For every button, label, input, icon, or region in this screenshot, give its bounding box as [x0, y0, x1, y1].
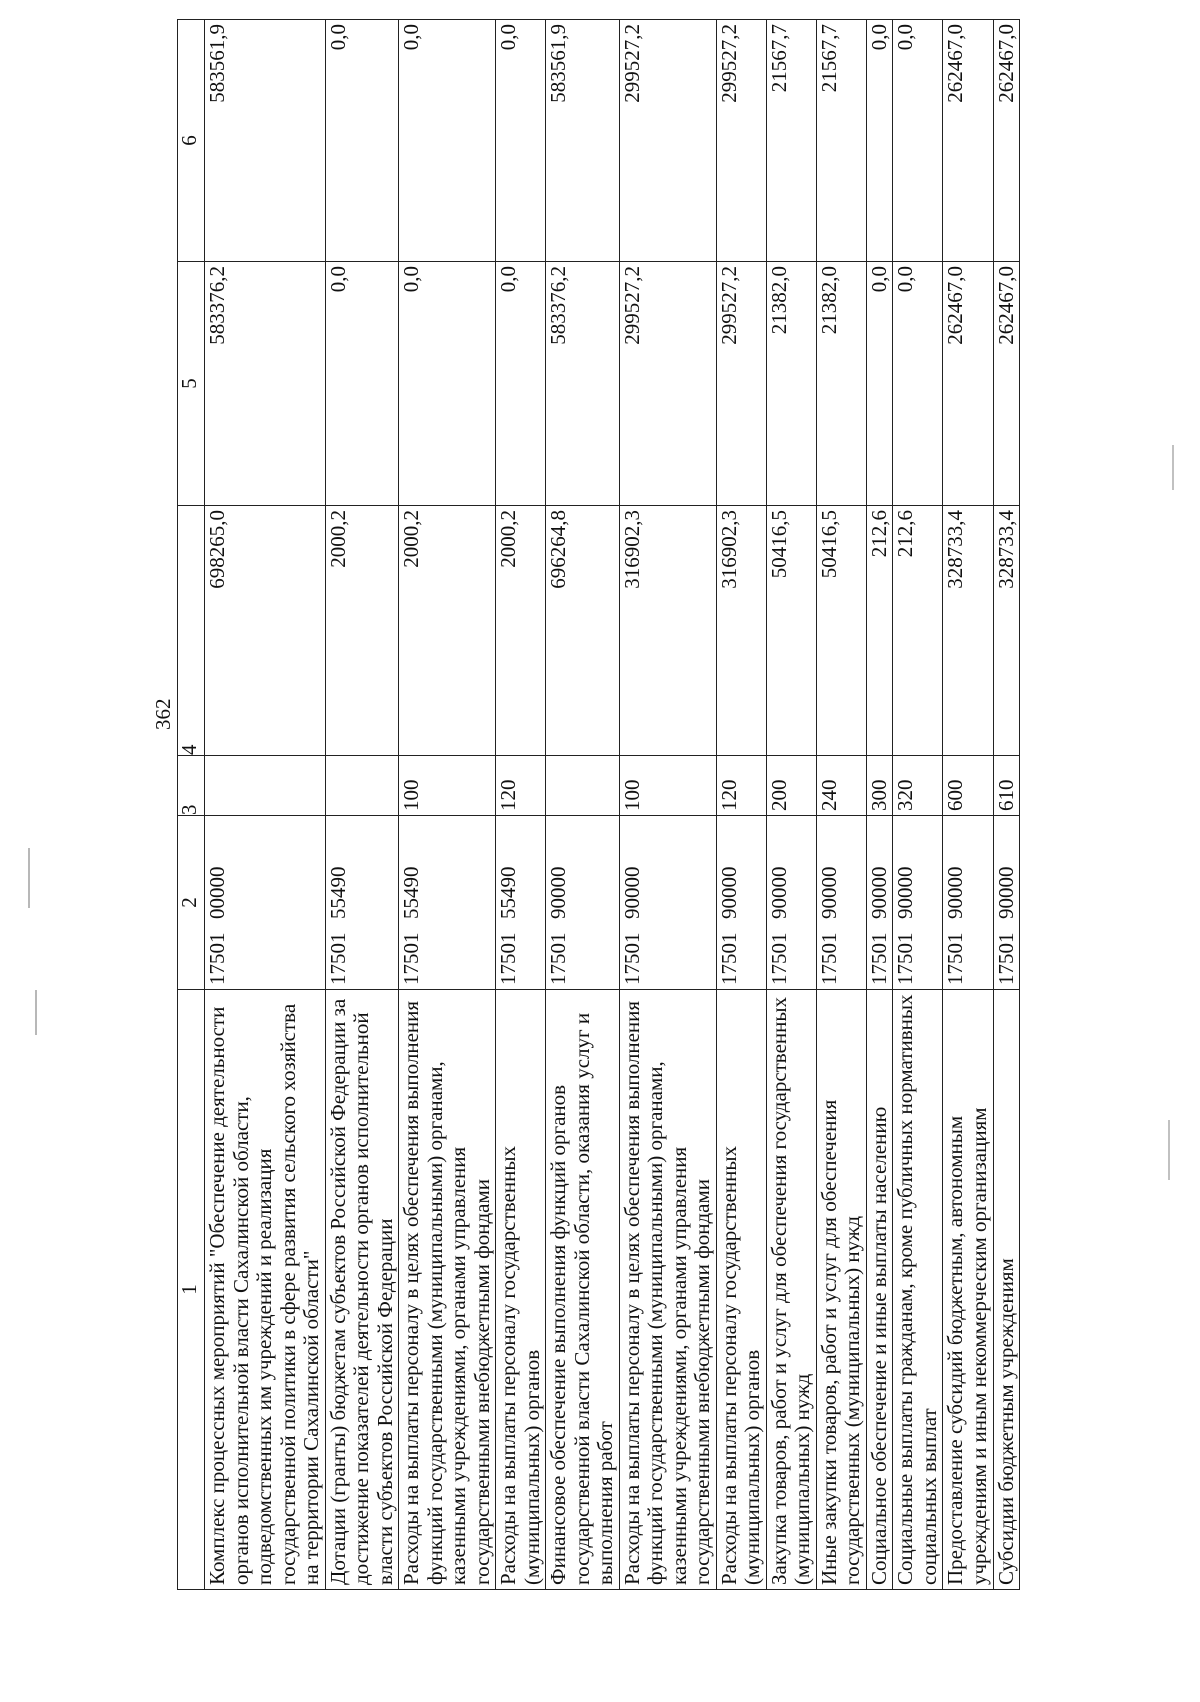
- row-code-program: 17501: [716, 932, 741, 985]
- row-value-col4: 2000,2: [496, 506, 546, 756]
- row-value-col5: 262467,0: [993, 262, 1020, 506]
- row-value-col6: 583561,9: [546, 20, 620, 262]
- row-value-col5: 262467,0: [943, 262, 993, 506]
- row-value-col4: 328733,4: [943, 506, 993, 756]
- row-expense-type: [325, 756, 399, 816]
- row-value-col6: 21567,7: [816, 20, 866, 262]
- header-col-4: 4: [178, 506, 205, 756]
- row-code: [716, 816, 766, 990]
- row-code-direction: 90000: [993, 866, 1018, 919]
- row-code-program: 17501: [619, 932, 644, 985]
- budget-table: [177, 19, 1020, 1590]
- scan-artifact: [28, 848, 30, 908]
- row-name: Социальные выплаты гражданам, кроме публичных нормативных социальных выплат: [893, 990, 943, 1590]
- table-row: [546, 20, 620, 1590]
- row-value-col6: 262467,0: [943, 20, 993, 262]
- table-row: [496, 20, 546, 1590]
- row-expense-type: 100: [619, 756, 716, 816]
- row-value-col5: 299527,2: [716, 262, 766, 506]
- row-code: [943, 816, 993, 990]
- row-value-col4: 2000,2: [399, 506, 496, 756]
- row-code-program: 17501: [943, 932, 968, 985]
- row-code-direction: 00000: [205, 866, 229, 919]
- row-value-col6: 21567,7: [766, 20, 816, 262]
- row-value-col5: 583376,2: [546, 262, 620, 506]
- row-code: [496, 816, 546, 990]
- row-value-col4: 212,6: [893, 506, 943, 756]
- row-value-col5: 0,0: [325, 262, 399, 506]
- header-col-6: 6: [178, 20, 205, 262]
- table-row: [766, 20, 816, 1590]
- row-expense-type: [205, 756, 326, 816]
- table-row: [619, 20, 716, 1590]
- row-value-col4: 316902,3: [716, 506, 766, 756]
- row-name: Финансовое обеспечение выполнения функций органов государственной власти Сахалинской области, оказания услуг и выполнения работ: [546, 990, 620, 1590]
- row-value-col4: 2000,2: [325, 506, 399, 756]
- row-code-direction: 90000: [943, 866, 968, 919]
- row-value-col4: 316902,3: [619, 506, 716, 756]
- row-value-col6: 299527,2: [619, 20, 716, 262]
- row-value-col5: 299527,2: [619, 262, 716, 506]
- header-col-5: 5: [178, 262, 205, 506]
- row-expense-type: 300: [866, 756, 893, 816]
- row-name: Расходы на выплаты персоналу государственных (муниципальных) органов: [716, 990, 766, 1590]
- row-value-col6: 0,0: [893, 20, 943, 262]
- row-code-program: 17501: [816, 932, 841, 985]
- row-code-program: 17501: [496, 932, 521, 985]
- row-code-direction: 90000: [546, 866, 571, 919]
- row-code-direction: 90000: [619, 866, 644, 919]
- row-code: [766, 816, 816, 990]
- row-expense-type: 320: [893, 756, 943, 816]
- row-code: [866, 816, 893, 990]
- row-value-col6: 0,0: [399, 20, 496, 262]
- row-code-program: 17501: [546, 932, 571, 985]
- table-row: [399, 20, 496, 1590]
- row-code: [893, 816, 943, 990]
- table-row: [943, 20, 993, 1590]
- header-col-1: 1: [178, 990, 205, 1590]
- row-expense-type: 240: [816, 756, 866, 816]
- row-name: Дотации (гранты) бюджетам субъектов Российской Федерации за достижение показателей деятельности органов исполнительной власти субъектов Российской Федерации: [325, 990, 399, 1590]
- row-value-col5: 21382,0: [816, 262, 866, 506]
- page-number: 362: [151, 698, 175, 730]
- row-expense-type: 120: [716, 756, 766, 816]
- row-value-col5: 0,0: [893, 262, 943, 506]
- row-code: [619, 816, 716, 990]
- row-value-col4: 50416,5: [766, 506, 816, 756]
- row-expense-type: 600: [943, 756, 993, 816]
- row-value-col6: 299527,2: [716, 20, 766, 262]
- row-code-program: 17501: [893, 932, 918, 985]
- row-code-direction: 55490: [325, 866, 350, 919]
- row-code-program: 17501: [766, 932, 791, 985]
- table-row: [893, 20, 943, 1590]
- header-row: [178, 20, 205, 1590]
- row-code-direction: 90000: [816, 866, 841, 919]
- row-code-direction: 90000: [716, 866, 741, 919]
- row-code: [993, 816, 1020, 990]
- row-expense-type: 120: [496, 756, 546, 816]
- row-value-col5: 0,0: [866, 262, 893, 506]
- row-code-direction: 90000: [893, 866, 918, 919]
- row-name: Расходы на выплаты персоналу в целях обеспечения выполнения функций государственными (муниципальными) органами, казенными учреждениями, органами управления государственными внебюджетными фондами: [619, 990, 716, 1590]
- row-value-col5: 0,0: [496, 262, 546, 506]
- row-code-program: 17501: [993, 932, 1018, 985]
- row-value-col5: 0,0: [399, 262, 496, 506]
- row-name: Расходы на выплаты персоналу в целях обеспечения выполнения функций государственными (муниципальными) органами, казенными учреждениями, органами управления государственными внебюджетными фондами: [399, 990, 496, 1590]
- row-value-col4: 212,6: [866, 506, 893, 756]
- row-value-col6: 0,0: [866, 20, 893, 262]
- row-code: [816, 816, 866, 990]
- row-name: Закупка товаров, работ и услуг для обеспечения государственных (муниципальных) нужд: [766, 990, 816, 1590]
- row-code-program: 17501: [205, 932, 229, 985]
- row-expense-type: 100: [399, 756, 496, 816]
- row-code-direction: 55490: [496, 866, 521, 919]
- row-name: Предоставление субсидий бюджетным, автономным учреждениям и иным некоммерческим организациям: [943, 990, 993, 1590]
- row-code: [399, 816, 496, 990]
- table-row: [866, 20, 893, 1590]
- row-code-direction: 55490: [399, 866, 424, 919]
- row-name: Комплекс процессных мероприятий "Обеспечение деятельности органов исполнительной власти Сахалинской области, подведомственных им учреждений и реализация государственной политики в сфере развития сельского хозяйства на территории Сахалинской области": [205, 990, 326, 1590]
- row-value-col5: 583376,2: [205, 262, 326, 506]
- scan-artifact: [35, 990, 37, 1035]
- row-code-program: 17501: [399, 932, 424, 985]
- row-code-program: 17501: [866, 932, 891, 985]
- row-code-direction: 90000: [766, 866, 791, 919]
- table-body: [205, 20, 1020, 1590]
- row-value-col4: 698265,0: [205, 506, 326, 756]
- row-name: Расходы на выплаты персоналу государственных (муниципальных) органов: [496, 990, 546, 1590]
- row-value-col6: 0,0: [496, 20, 546, 262]
- row-code: [325, 816, 399, 990]
- rotated-budget-page: [137, 0, 1127, 1590]
- table-row: [816, 20, 866, 1590]
- row-value-col6: 0,0: [325, 20, 399, 262]
- row-code-program: 17501: [325, 932, 350, 985]
- table-row: [205, 20, 326, 1590]
- row-name: Иные закупки товаров, работ и услуг для обеспечения государственных (муниципальных) нужд: [816, 990, 866, 1590]
- header-col-2: 2: [178, 816, 205, 990]
- row-code-direction: 90000: [866, 866, 891, 919]
- row-value-col4: 328733,4: [993, 506, 1020, 756]
- row-name: Социальное обеспечение и иные выплаты населению: [866, 990, 893, 1590]
- table-row: [993, 20, 1020, 1590]
- table-row: [716, 20, 766, 1590]
- row-value-col6: 262467,0: [993, 20, 1020, 262]
- row-expense-type: 200: [766, 756, 816, 816]
- row-value-col4: 696264,8: [546, 506, 620, 756]
- row-value-col4: 50416,5: [816, 506, 866, 756]
- scan-artifact: [1168, 1120, 1170, 1180]
- row-code: [205, 816, 326, 990]
- row-value-col5: 21382,0: [766, 262, 816, 506]
- row-code: [546, 816, 620, 990]
- row-value-col6: 583561,9: [205, 20, 326, 262]
- table-row: [325, 20, 399, 1590]
- row-expense-type: 610: [993, 756, 1020, 816]
- row-expense-type: [546, 756, 620, 816]
- header-col-3: 3: [178, 756, 205, 816]
- scan-artifact: [1172, 445, 1174, 490]
- row-name: Субсидии бюджетным учреждениям: [993, 990, 1020, 1590]
